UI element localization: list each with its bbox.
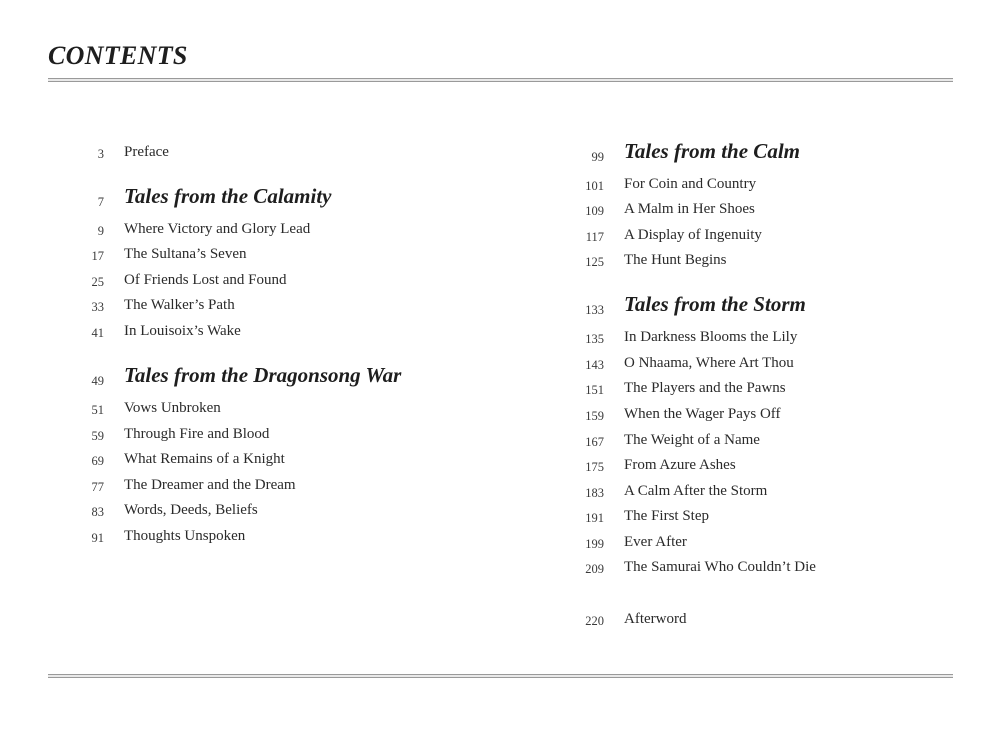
- toc-entry[interactable]: [560, 533, 980, 555]
- entry-title: What Remains of a Knight: [124, 451, 285, 467]
- toc-entry[interactable]: [60, 399, 480, 421]
- toc-entry[interactable]: [60, 296, 480, 318]
- page-number: 220: [585, 614, 604, 628]
- toc-entry[interactable]: [60, 143, 480, 165]
- toc-entry[interactable]: [560, 431, 980, 453]
- page-number: 135: [585, 332, 604, 346]
- entry-title: The Walker’s Path: [124, 297, 235, 313]
- page-number: 159: [585, 409, 604, 423]
- toc-entry[interactable]: [560, 482, 980, 504]
- toc-entry[interactable]: [560, 328, 980, 350]
- toc-entry[interactable]: [60, 425, 480, 447]
- page-number: 101: [585, 179, 604, 193]
- page-number: 9: [97, 224, 104, 238]
- page-number: 33: [91, 300, 104, 314]
- page-title: CONTENTS: [48, 41, 188, 70]
- section-title: Tales from the Dragonsong War: [124, 363, 402, 387]
- page-number: 7: [97, 195, 104, 209]
- entry-title: In Louisoix’s Wake: [124, 323, 241, 339]
- page-number: 133: [585, 303, 604, 317]
- toc-entry[interactable]: [60, 245, 480, 267]
- section-title: Tales from the Storm: [624, 292, 806, 316]
- entry-title: Of Friends Lost and Found: [124, 272, 287, 288]
- bottom-divider: [48, 674, 953, 678]
- page-number: 167: [585, 435, 604, 449]
- entry-title: A Display of Ingenuity: [624, 227, 762, 243]
- entry-title: Words, Deeds, Beliefs: [124, 502, 258, 518]
- toc-entry[interactable]: [560, 226, 980, 248]
- entry-title: Afterword: [624, 611, 687, 627]
- toc-entry[interactable]: [560, 507, 980, 529]
- page-number: 25: [91, 275, 104, 289]
- top-divider: [48, 78, 953, 82]
- toc-entry[interactable]: [60, 527, 480, 549]
- toc-entry[interactable]: [560, 354, 980, 376]
- page-number: 199: [585, 537, 604, 551]
- toc-entry[interactable]: [60, 322, 480, 344]
- entry-title: In Darkness Blooms the Lily: [624, 329, 798, 345]
- toc-entry[interactable]: [560, 610, 980, 632]
- page-number: 59: [91, 429, 104, 443]
- page-number: 17: [91, 249, 104, 263]
- page-number: 99: [591, 150, 604, 164]
- page-number: 151: [585, 383, 604, 397]
- toc-entry[interactable]: [60, 501, 480, 523]
- page-number: 69: [91, 454, 104, 468]
- page-number: 83: [91, 505, 104, 519]
- section-title: Tales from the Calm: [624, 139, 800, 163]
- toc-entry[interactable]: [560, 200, 980, 222]
- toc-section-heading[interactable]: [560, 292, 980, 322]
- toc-entry[interactable]: [560, 175, 980, 197]
- entry-title: Ever After: [624, 534, 687, 550]
- entry-title: Where Victory and Glory Lead: [124, 221, 311, 237]
- toc-section-heading[interactable]: [60, 184, 480, 214]
- page-number: 191: [585, 511, 604, 525]
- section-title: Tales from the Calamity: [124, 184, 332, 208]
- entry-title: The Players and the Pawns: [624, 380, 786, 396]
- entry-title: When the Wager Pays Off: [624, 406, 781, 422]
- entry-title: A Malm in Her Shoes: [624, 201, 755, 217]
- toc-section-heading[interactable]: [60, 363, 480, 393]
- toc-entry[interactable]: [560, 558, 980, 580]
- entry-title: A Calm After the Storm: [624, 483, 768, 499]
- toc-section-heading[interactable]: [560, 139, 980, 169]
- page-number: 183: [585, 486, 604, 500]
- page-number: 3: [97, 147, 104, 161]
- page-number: 51: [91, 403, 104, 417]
- page-number: 117: [585, 230, 604, 244]
- entry-title: The Samurai Who Couldn’t Die: [624, 559, 816, 575]
- entry-title: The First Step: [624, 508, 709, 524]
- toc-entry[interactable]: [560, 379, 980, 401]
- entry-title: For Coin and Country: [624, 176, 757, 192]
- page-number: 77: [91, 480, 104, 494]
- toc-entry[interactable]: [560, 405, 980, 427]
- toc-entry[interactable]: [60, 476, 480, 498]
- page-number: 41: [91, 326, 104, 340]
- page-number: 175: [585, 460, 604, 474]
- toc-entry[interactable]: [560, 456, 980, 478]
- entry-title: O Nhaama, Where Art Thou: [624, 355, 794, 371]
- entry-title: The Dreamer and the Dream: [124, 477, 296, 493]
- toc-entry[interactable]: [560, 251, 980, 273]
- toc-entry[interactable]: [60, 220, 480, 242]
- toc-entry[interactable]: [60, 450, 480, 472]
- page-number: 49: [91, 374, 104, 388]
- page-number: 109: [585, 204, 604, 218]
- page-number: 209: [585, 562, 604, 576]
- entry-title: The Hunt Begins: [624, 252, 727, 268]
- entry-title: Preface: [124, 144, 169, 160]
- entry-title: The Weight of a Name: [624, 432, 760, 448]
- entry-title: Vows Unbroken: [124, 400, 221, 416]
- toc-entry[interactable]: [60, 271, 480, 293]
- page-number: 125: [585, 255, 604, 269]
- page-number: 91: [91, 531, 104, 545]
- entry-title: The Sultana’s Seven: [124, 246, 247, 262]
- entry-title: From Azure Ashes: [624, 457, 736, 473]
- entry-title: Through Fire and Blood: [124, 426, 270, 442]
- page-number: 143: [585, 358, 604, 372]
- entry-title: Thoughts Unspoken: [124, 528, 246, 544]
